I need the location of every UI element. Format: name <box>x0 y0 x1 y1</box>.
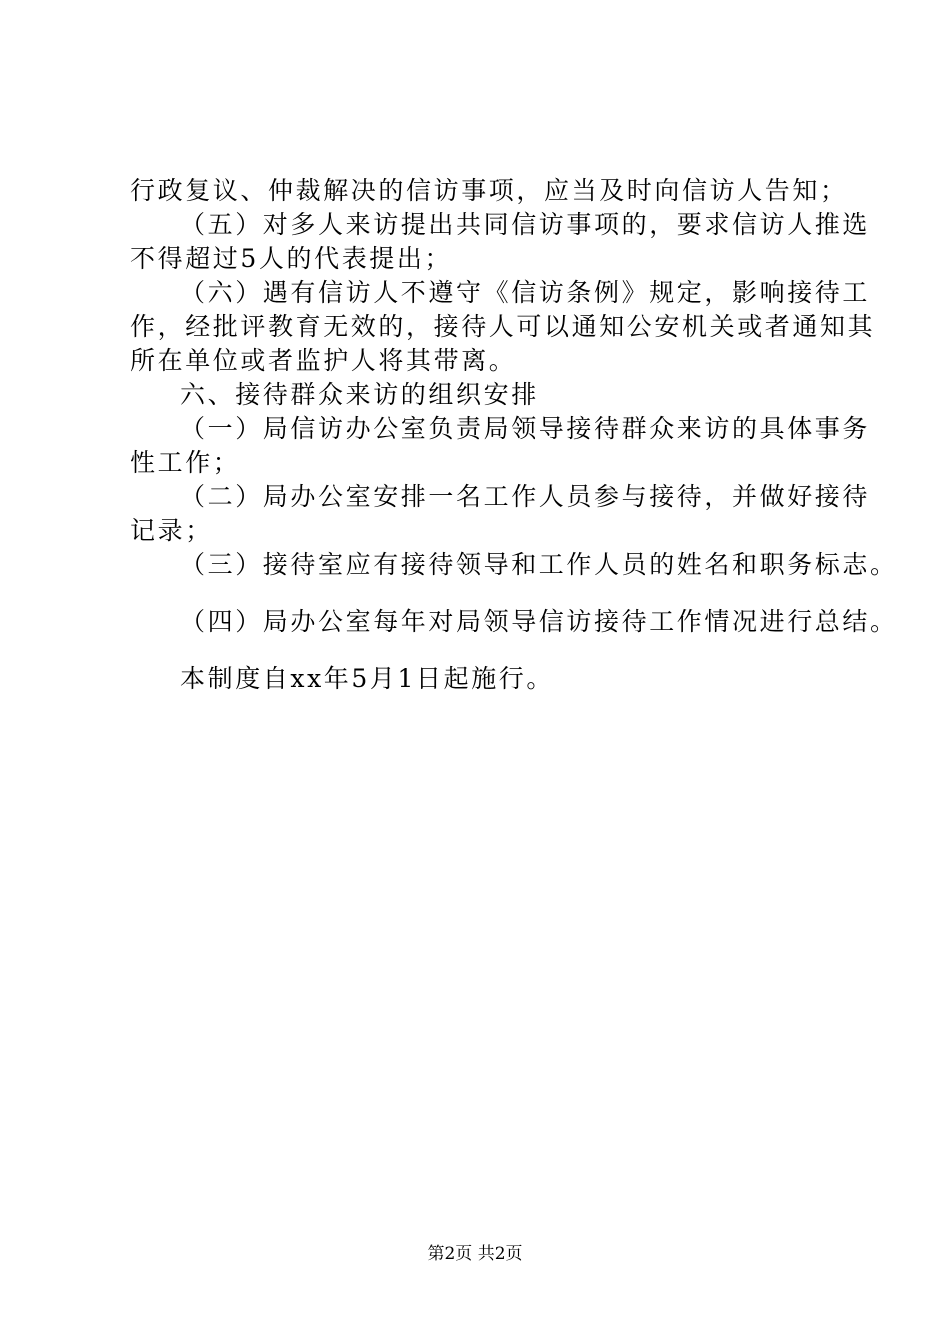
body-line-1: 行政复议、仲裁解决的信访事项，应当及时向信访人告知； <box>130 176 848 205</box>
page-number-footer: 第2页 共2页 <box>427 1244 523 1264</box>
body-line-10: （二）局办公室安排一名工作人员参与接待，并做好接待 <box>180 482 871 511</box>
body-line-4: （六）遇有信访人不遵守《信访条例》规定，影响接待工 <box>180 278 871 307</box>
body-line-11: 记录； <box>130 516 213 545</box>
body-line-6: 所在单位或者监护人将其带离。 <box>130 346 517 375</box>
body-line-13: （四）局办公室每年对局领导信访接待工作情况进行总结。 <box>180 607 898 636</box>
body-line-12: （三）接待室应有接待领导和工作人员的姓名和职务标志。 <box>180 550 898 579</box>
body-line-5: 作，经批评教育无效的，接待人可以通知公安机关或者通知其 <box>130 312 876 341</box>
body-line-2: （五）对多人来访提出共同信访事项的，要求信访人推选 <box>180 210 871 239</box>
body-line-8: （一）局信访办公室负责局领导接待群众来访的具体事务 <box>180 414 871 443</box>
effective-date-line: 本制度自xx年5月1日起施行。 <box>180 664 555 693</box>
body-line-9: 性工作； <box>130 448 241 477</box>
section-heading: 六、接待群众来访的组织安排 <box>180 380 539 409</box>
body-line-3: 不得超过5人的代表提出； <box>130 244 453 273</box>
